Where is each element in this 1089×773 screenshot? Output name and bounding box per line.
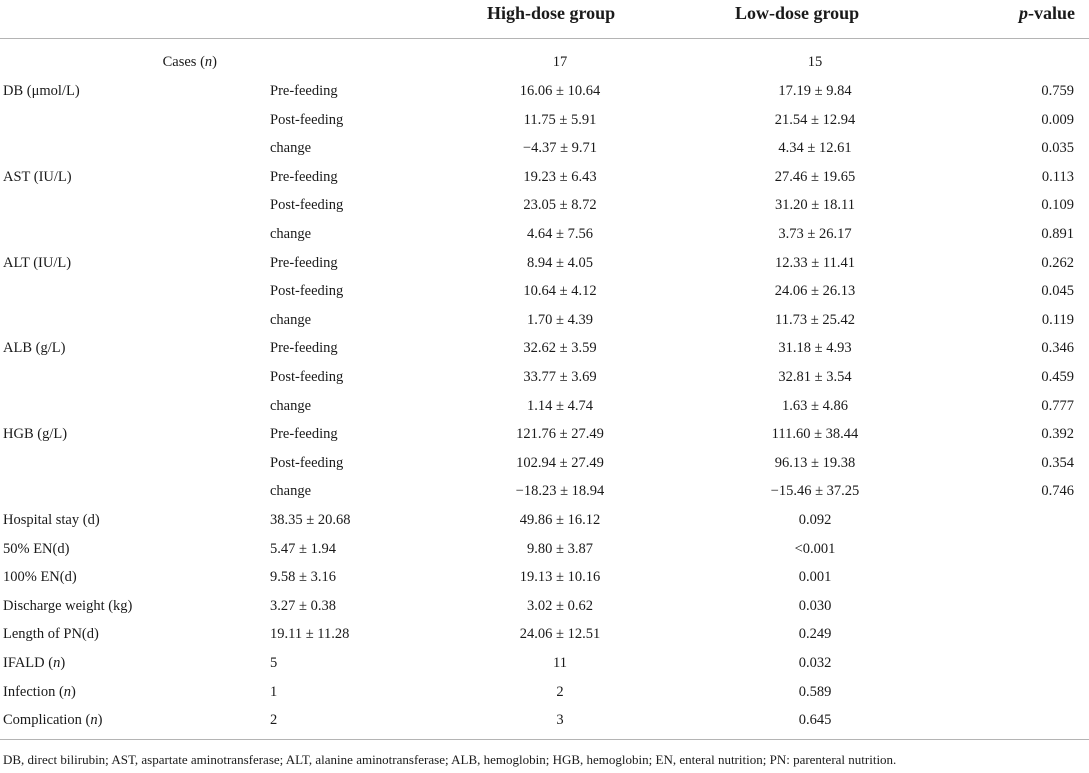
low-dose-value: 19.13 ± 10.16 <box>519 569 601 586</box>
low-dose-value: 24.06 ± 12.51 <box>519 626 601 643</box>
p-value: 0.759 <box>1041 83 1074 99</box>
outcome-label-text: Length of PN(d) <box>3 626 99 643</box>
low-dose-value: 4.34 ± 12.61 <box>778 140 852 157</box>
outcome-label-text: 100% EN(d) <box>3 569 77 586</box>
high-dose-value: 19.11 ± 11.28 <box>270 626 350 643</box>
low-dose-value: 49.86 ± 16.12 <box>519 512 601 528</box>
time-point-label: Post-feeding <box>270 283 344 300</box>
table-row <box>0 449 1089 478</box>
p-value: 0.119 <box>1041 311 1074 328</box>
low-dose-value: 32.81 ± 3.54 <box>778 369 852 385</box>
p-value: 0.009 <box>1041 111 1074 128</box>
low-dose-value: 2 <box>556 683 564 700</box>
measure-label: DB (μmol/L) <box>3 83 80 99</box>
cases-low: 15 <box>807 54 823 70</box>
outcome-label <box>3 511 100 529</box>
outcome-label <box>3 711 102 729</box>
high-dose-value: −18.23 ± 18.94 <box>515 483 605 500</box>
time-point-label: Pre-feeding <box>270 168 338 185</box>
outcome-label-close: ) <box>97 712 103 729</box>
high-dose-value: 8.94 ± 4.05 <box>527 254 593 271</box>
p-value: 0.045 <box>1041 283 1074 300</box>
p-value: 0.001 <box>798 569 832 586</box>
p-value: 0.777 <box>1041 397 1074 414</box>
p-value: 0.032 <box>798 655 832 671</box>
low-dose-value: 96.13 ± 19.38 <box>774 454 856 471</box>
outcome-label <box>3 568 77 586</box>
high-dose-value: 33.77 ± 3.69 <box>523 369 597 385</box>
cases-label: Cases (n) <box>162 54 217 70</box>
p-value: 0.891 <box>1041 226 1074 242</box>
low-dose-value: 3.02 ± 0.62 <box>527 597 593 614</box>
time-point-label: Pre-feeding <box>270 340 338 357</box>
outcome-label <box>3 597 132 615</box>
low-dose-value: 111.60 ± 38.44 <box>771 426 859 443</box>
time-point-label: change <box>270 397 312 414</box>
table-row <box>0 535 1089 564</box>
table-row <box>0 191 1089 220</box>
high-dose-value: 16.06 ± 10.64 <box>519 83 601 99</box>
measure-label: AST (IU/L) <box>3 168 72 185</box>
high-dose-value: 1 <box>270 683 278 700</box>
low-dose-value: 31.18 ± 4.93 <box>778 340 852 357</box>
high-dose-value: 4.64 ± 7.56 <box>527 226 593 242</box>
header-rule <box>0 38 1089 39</box>
high-dose-value: 5.47 ± 1.94 <box>270 540 336 557</box>
time-point-label: Pre-feeding <box>270 426 338 443</box>
low-dose-value: 11.73 ± 25.42 <box>775 311 855 328</box>
p-value: 0.262 <box>1041 254 1074 271</box>
low-dose-value: 12.33 ± 11.41 <box>775 254 855 271</box>
low-dose-value: 11 <box>553 655 567 671</box>
time-point-label: Post-feeding <box>270 369 344 385</box>
high-dose-value: −4.37 ± 9.71 <box>522 140 598 157</box>
measure-label: ALB (g/L) <box>3 340 66 357</box>
table-row <box>0 134 1089 163</box>
time-point-label: Pre-feeding <box>270 83 338 99</box>
high-dose-value: 9.58 ± 3.16 <box>270 569 336 586</box>
p-value: <0.001 <box>794 540 836 557</box>
time-point-label: Post-feeding <box>270 197 344 214</box>
outcome-label <box>3 683 76 701</box>
table-row <box>0 678 1089 707</box>
p-value: 0.589 <box>798 683 832 700</box>
outcome-label-text: Discharge weight (kg) <box>3 597 133 614</box>
table-header <box>0 0 1089 38</box>
outcome-label-italic: n <box>53 655 61 671</box>
measure-label: HGB (g/L) <box>3 426 68 443</box>
table-row <box>0 706 1089 735</box>
outcome-label-close: ) <box>71 683 76 700</box>
time-point-label: Pre-feeding <box>270 254 338 271</box>
high-dose-value: 10.64 ± 4.12 <box>523 283 597 300</box>
footer-rule <box>0 739 1089 740</box>
outcome-label-text: Hospital stay (d) <box>3 512 100 528</box>
table-row <box>0 563 1089 592</box>
table-row <box>0 620 1089 649</box>
low-dose-value: 24.06 ± 26.13 <box>774 283 856 300</box>
high-dose-value: 11.75 ± 5.91 <box>523 111 597 128</box>
p-value: 0.346 <box>1041 340 1074 357</box>
high-dose-value: 23.05 ± 8.72 <box>523 197 597 214</box>
p-value: 0.354 <box>1041 454 1074 471</box>
low-dose-value: −15.46 ± 37.25 <box>770 483 860 500</box>
measure-label: ALT (IU/L) <box>3 254 72 271</box>
table-row <box>0 506 1089 535</box>
table-row <box>0 363 1089 392</box>
time-point-label: change <box>270 483 312 500</box>
footnote: DB, direct bilirubin; AST, aspartate aminotransferase; ALT, alanine aminotransferase; ALB, hemoglobin; HGB, hemoglobin; EN, enteral nutrition; PN: parenteral nutrition. <box>3 752 897 767</box>
table-row <box>0 163 1089 192</box>
low-dose-value: 1.63 ± 4.86 <box>782 397 848 414</box>
low-dose-value: 21.54 ± 12.94 <box>774 111 856 128</box>
low-dose-value: 31.20 ± 18.11 <box>775 197 855 214</box>
outcome-label-italic: n <box>63 683 72 700</box>
low-dose-value: 3.73 ± 26.17 <box>778 226 852 242</box>
high-dose-value: 121.76 ± 27.49 <box>516 426 604 443</box>
p-value: 0.109 <box>1041 197 1074 214</box>
time-point-label: Post-feeding <box>270 454 344 471</box>
low-dose-value: 9.80 ± 3.87 <box>527 540 593 557</box>
table-row <box>0 306 1089 335</box>
table-row <box>0 106 1089 135</box>
table-row <box>0 334 1089 363</box>
p-value: 0.746 <box>1041 483 1074 500</box>
low-dose-value: 3 <box>556 712 564 729</box>
time-point-label: change <box>270 311 312 328</box>
outcome-label <box>3 540 69 558</box>
table-row <box>0 249 1089 278</box>
high-dose-value: 38.35 ± 20.68 <box>270 512 351 528</box>
table-row <box>0 277 1089 306</box>
cases-row <box>0 48 1089 77</box>
table-row <box>0 649 1089 678</box>
high-dose-value: 2 <box>270 712 278 729</box>
outcome-label-text: Infection ( <box>3 683 64 700</box>
table-row <box>0 220 1089 249</box>
low-dose-header: Low-dose group <box>735 3 860 23</box>
outcome-label <box>3 654 65 672</box>
outcome-label <box>3 625 99 643</box>
outcome-label-text: Complication ( <box>3 712 91 729</box>
outcome-label-italic: n <box>90 712 98 729</box>
table-row <box>0 392 1089 421</box>
high-dose-value: 1.70 ± 4.39 <box>527 311 593 328</box>
time-point-label: change <box>270 140 312 157</box>
high-dose-value: 1.14 ± 4.74 <box>527 397 593 414</box>
p-value: 0.035 <box>1041 140 1074 157</box>
p-value: 0.249 <box>798 626 832 643</box>
high-dose-value: 102.94 ± 27.49 <box>516 454 604 471</box>
outcome-label-close: ) <box>60 655 66 671</box>
low-dose-value: 27.46 ± 19.65 <box>774 168 856 185</box>
high-dose-header: High-dose group <box>487 3 616 23</box>
low-dose-value: 17.19 ± 9.84 <box>778 83 852 99</box>
outcome-label-text: IFALD ( <box>3 655 54 671</box>
time-point-label: change <box>270 226 312 242</box>
p-value-header: p-value <box>1019 3 1075 23</box>
high-dose-value: 3.27 ± 0.38 <box>270 597 336 614</box>
p-value: 0.645 <box>798 712 832 729</box>
table-row <box>0 477 1089 506</box>
time-point-label: Post-feeding <box>270 111 344 128</box>
cases-high: 17 <box>552 54 568 70</box>
high-dose-value: 5 <box>270 655 278 671</box>
p-value: 0.459 <box>1041 369 1074 385</box>
high-dose-value: 32.62 ± 3.59 <box>523 340 597 357</box>
p-value: 0.092 <box>798 512 832 528</box>
p-value: 0.030 <box>798 597 832 614</box>
p-value: 0.113 <box>1041 168 1074 185</box>
table-row <box>0 77 1089 106</box>
table-row <box>0 420 1089 449</box>
p-value: 0.392 <box>1041 426 1074 443</box>
table-row <box>0 592 1089 621</box>
outcome-label-text: 50% EN(d) <box>3 540 70 557</box>
high-dose-value: 19.23 ± 6.43 <box>523 168 597 185</box>
